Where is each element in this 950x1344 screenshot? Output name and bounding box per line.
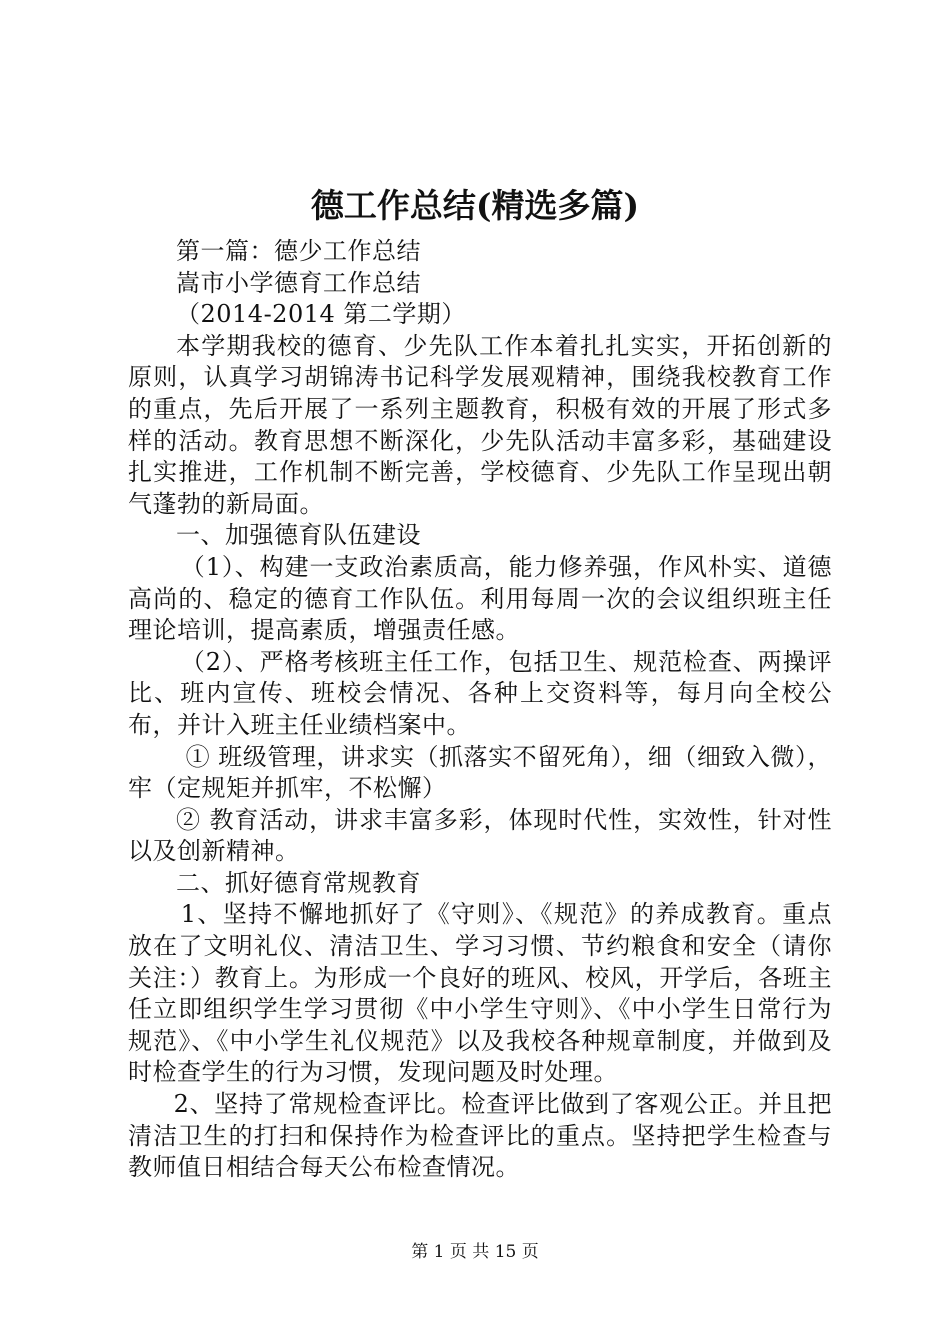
paragraph-routine-1: 1、坚持不懈地抓好了《守则》、《规范》的养成教育。重点放在了文明礼仪、清洁卫生、学习习惯、节约粮食和安全（请你关注：）教育上。为形成一个良好的班风、校风，开学后，各班主任立即组织学生学习贯彻《中小学生守则》、《中小学生日常行为规范》、《中小学生礼仪规范》以及我校各种规章制度，并做到及时检查学生的行为习惯，发现问题及时处理。: [128, 900, 832, 1087]
document-body: [128, 236, 832, 1184]
part-heading: 第一篇：德少工作总结: [176, 237, 421, 265]
section-heading-2: 二、抓好德育常规教育: [176, 868, 421, 897]
school-heading: 嵩市小学德育工作总结: [176, 268, 421, 297]
page-number: 第 1 页 共 15 页: [411, 1242, 539, 1262]
paragraph-subitem-2: ② 教育活动，讲求丰富多彩，体现时代性，实效性，针对性以及创新精神。: [128, 805, 832, 866]
paragraph-item-2: （2）、严格考核班主任工作，包括卫生、规范检查、两操评比、班内宣传、班校会情况、各种上交资料等，每月向全校公布，并计入班主任业绩档案中。: [128, 647, 832, 739]
paragraph-routine-2: 2、坚持了常规检查评比。检查评比做到了客观公正。并且把清洁卫生的打扫和保持作为检查评比的重点。坚持把学生检查与教师值日相结合每天公布检查情况。: [128, 1090, 832, 1182]
paragraph-intro: 本学期我校的德育、少先队工作本着扎扎实实，开拓创新的原则，认真学习胡锦涛书记科学发展观精神，围绕我校教育工作的重点，先后开展了一系列主题教育，积极有效的开展了形式多样的活动。教育思想不断深化，少先队活动丰富多彩，基础建设扎实推进，工作机制不断完善，学校德育、少先队工作呈现出朝气蓬勃的新局面。: [128, 331, 832, 518]
section-heading-1: 一、加强德育队伍建设: [176, 521, 421, 550]
paragraph-item-1: （1）、构建一支政治素质高，能力修养强，作风朴实、道德高尚的、稳定的德育工作队伍。利用每周一次的会议组织班主任理论培训，提高素质，增强责任感。: [128, 552, 832, 645]
document-title: 德工作总结(精选多篇): [310, 186, 640, 225]
paragraph-subitem-1: ① 班级管理，讲求实（抓落实不留死角），细（细致入微），牢（定规矩并抓牢，不松懈）: [128, 742, 832, 803]
term-heading: （2014-2014 第二学期）: [176, 300, 466, 329]
